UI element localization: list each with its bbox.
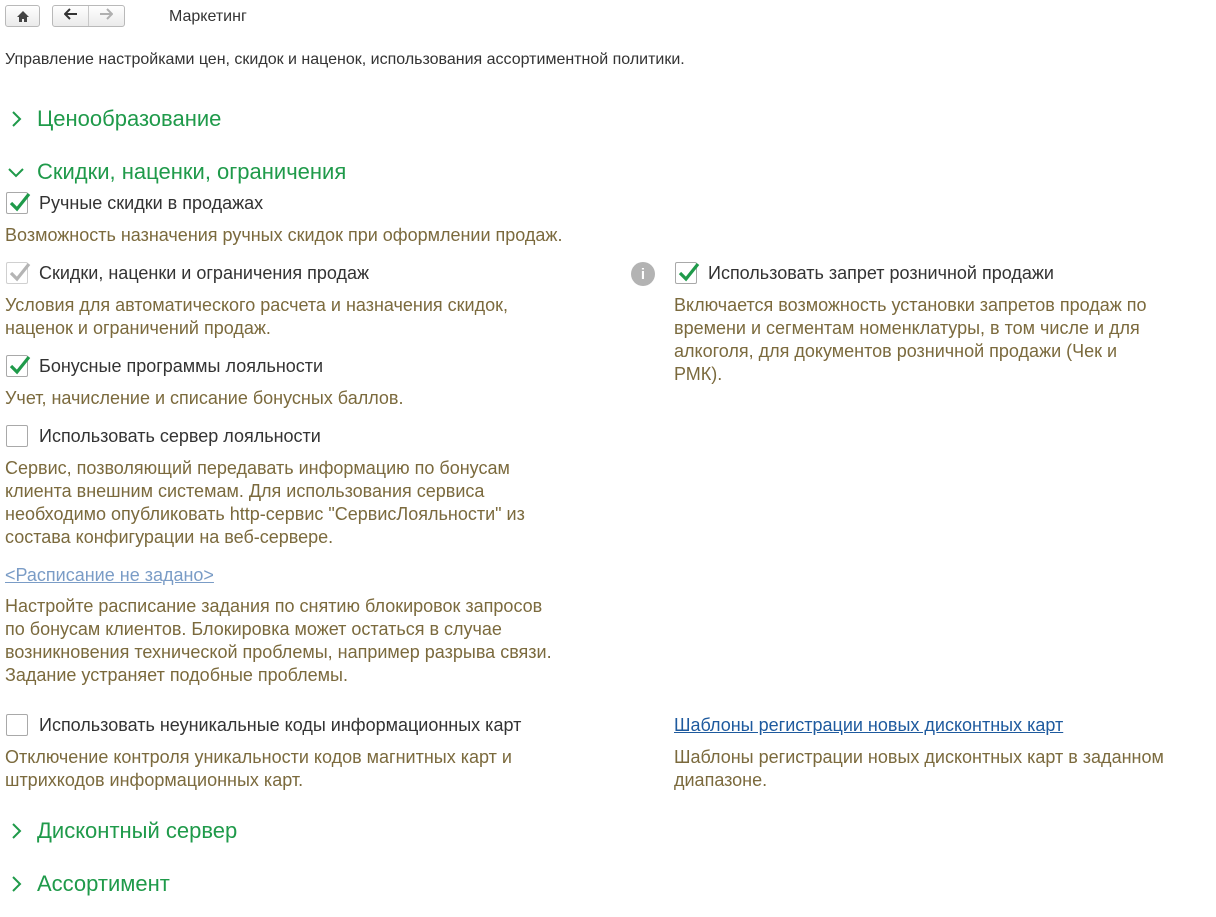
page-description: Управление настройками цен, скидок и наценок, использования ассортиментной политики. — [5, 51, 685, 68]
checkbox-box[interactable] — [6, 355, 28, 377]
checkmark-icon — [8, 190, 32, 214]
description-line: РМК). — [674, 364, 723, 384]
checkmark-icon — [8, 353, 32, 377]
bonus-programs-description: Учет, начисление и списание бонусных баллов. — [5, 388, 404, 408]
description-line: Условия для автоматического расчета и назначения скидок, — [5, 295, 508, 315]
description-line: Отключение контроля уникальности кодов магнитных карт и — [5, 747, 512, 767]
card-templates-description — [674, 746, 1164, 792]
loyalty-server-checkbox[interactable] — [6, 425, 321, 447]
description-line: Задание устраняет подобные проблемы. — [5, 665, 348, 685]
description-line: штрихкодов информационных карт. — [5, 770, 304, 790]
manual-discounts-checkbox[interactable] — [6, 192, 263, 214]
description-line: алкоголя, для документов розничной продажи (Чек и — [674, 341, 1118, 361]
auto-discounts-label: Скидки, наценки и ограничения продаж — [39, 262, 370, 283]
description-line: Включается возможность установки запретов продаж по — [674, 295, 1147, 315]
auto-discounts-checkbox[interactable] — [6, 262, 369, 284]
section-discounts[interactable] — [6, 159, 346, 185]
manual-discounts-label: Ручные скидки в продажах — [39, 192, 264, 213]
nonunique-codes-description — [5, 746, 512, 792]
home-button[interactable] — [5, 5, 40, 27]
section-assortment[interactable] — [6, 871, 170, 897]
page-title: Маркетинг — [169, 8, 247, 25]
checkmark-icon — [8, 260, 32, 284]
description-line: клиента внешним системам. Для использования сервиса — [5, 481, 485, 501]
description-line: Настройте расписание задания по снятию блокировок запросов — [5, 596, 543, 616]
description-line: по бонусам клиентов. Блокировка может остаться в случае — [5, 619, 502, 639]
description-line: диапазоне. — [674, 770, 768, 790]
card-templates-link[interactable]: Шаблоны регистрации новых дисконтных карт — [674, 715, 1064, 735]
checkbox-box[interactable] — [6, 192, 28, 214]
checkbox-box[interactable] — [675, 262, 697, 284]
chevron-down-icon — [6, 162, 26, 182]
checkmark-icon — [677, 260, 701, 284]
section-pricing-label: Ценообразование — [37, 106, 222, 131]
arrow-left-icon — [64, 7, 78, 25]
description-line: времени и сегментам номенклатуры, в том числе и для — [674, 318, 1140, 338]
retail-ban-label: Использовать запрет розничной продажи — [708, 262, 1054, 283]
forward-button[interactable] — [88, 6, 123, 26]
description-line: состава конфигурации на веб-сервере. — [5, 527, 334, 547]
description-line: возникновения технической проблемы, например разрыва связи. — [5, 642, 552, 662]
section-discount-server[interactable] — [6, 818, 237, 844]
loyalty-server-description — [5, 457, 525, 549]
section-discount-server-label: Дисконтный сервер — [37, 818, 238, 843]
bonus-programs-label: Бонусные программы лояльности — [39, 355, 324, 376]
arrow-right-icon — [99, 7, 113, 25]
auto-discounts-description — [5, 294, 508, 340]
bonus-programs-checkbox[interactable] — [6, 355, 323, 377]
history-navigation — [52, 5, 125, 27]
schedule-description — [5, 595, 552, 687]
description-line: наценок и ограничений продаж. — [5, 318, 271, 338]
chevron-right-icon — [6, 109, 26, 129]
description-line: необходимо опубликовать http-сервис "СервисЛояльности" из — [5, 504, 525, 524]
description-line: Шаблоны регистрации новых дисконтных карт в заданном — [674, 747, 1164, 767]
retail-ban-description — [674, 294, 1147, 386]
info-icon[interactable]: i — [631, 262, 655, 286]
manual-discounts-description: Возможность назначения ручных скидок при оформлении продаж. — [5, 225, 563, 245]
chevron-right-icon — [6, 874, 26, 894]
checkbox-box[interactable] — [6, 714, 28, 736]
nonunique-codes-label: Использовать неуникальные коды информационных карт — [39, 714, 522, 735]
checkbox-box[interactable] — [6, 262, 28, 284]
checkbox-box[interactable] — [6, 425, 28, 447]
section-pricing[interactable] — [6, 106, 221, 132]
description-line: Сервис, позволяющий передавать информацию по бонусам — [5, 458, 510, 478]
back-button[interactable] — [53, 6, 88, 26]
loyalty-server-label: Использовать сервер лояльности — [39, 425, 321, 446]
home-icon — [16, 10, 30, 23]
schedule-link[interactable]: <Расписание не задано> — [5, 565, 214, 585]
nonunique-codes-checkbox[interactable] — [6, 714, 521, 736]
retail-ban-checkbox[interactable] — [675, 262, 1054, 284]
chevron-right-icon — [6, 821, 26, 841]
section-discounts-label: Скидки, наценки, ограничения — [37, 159, 347, 184]
section-assortment-label: Ассортимент — [37, 871, 170, 896]
